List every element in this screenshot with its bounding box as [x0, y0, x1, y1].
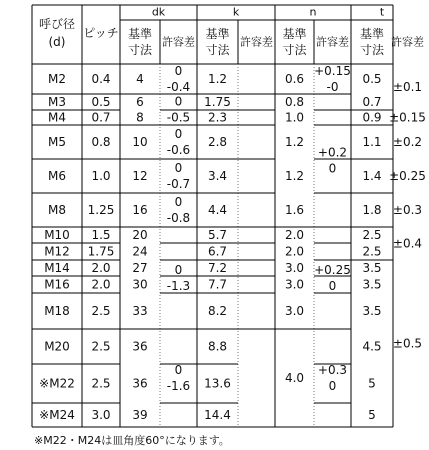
tolerance-dk-lower: -0.5 [166, 110, 191, 125]
tolerance-t: ±0.2 [392, 135, 423, 149]
header-designation: 呼び径 [38, 17, 76, 31]
cell-pitch: 1.0 [91, 169, 111, 183]
tolerance-dk-lower: -1.6 [166, 379, 191, 393]
header-basic-size: 基準 [127, 27, 153, 41]
footnote: ※M22・M24は皿角度60°になります。 [34, 434, 230, 447]
tolerance-n-upper: +0.15 [314, 64, 351, 78]
cell-t: 3.5 [362, 277, 382, 292]
tolerance-t: ±0.25 [389, 169, 426, 183]
cell-dk: 30 [132, 277, 148, 292]
tolerance-dk-lower: -0.4 [166, 80, 191, 94]
cell-designation: M18 [44, 304, 70, 318]
tolerance-n-lower: 0 [328, 379, 337, 393]
cell-pitch: 2.5 [91, 304, 111, 318]
cell-designation: M4 [48, 110, 66, 125]
cell-t: 1.1 [362, 135, 382, 149]
header-t: t [379, 5, 385, 19]
cell-n: 2.0 [284, 244, 305, 259]
tolerance-dk-upper: 0 [174, 94, 183, 109]
cell-dk: 16 [132, 203, 148, 217]
cell-t: 3.5 [362, 261, 382, 275]
tolerance-t: ±0.5 [392, 336, 423, 351]
cell-t: 2.5 [362, 228, 382, 242]
cell-dk: 24 [132, 244, 148, 259]
cell-t: 2.5 [362, 244, 382, 259]
header-dk: dk [151, 5, 166, 19]
cell-t: 5 [368, 408, 376, 422]
cell-k: 4.4 [207, 203, 228, 217]
tolerance-n-upper: +0.2 [317, 145, 348, 160]
cell-n: 1.0 [284, 110, 305, 125]
cell-t: 3.5 [362, 304, 382, 318]
header-designation-sub: (d) [48, 35, 66, 49]
tolerance-dk-lower: -1.3 [166, 279, 191, 293]
cell-k: 1.2 [207, 72, 228, 86]
header-tolerance: 許容差 [391, 35, 424, 49]
tolerance-dk-upper: 0 [174, 263, 183, 277]
cell-pitch: 1.25 [87, 203, 115, 217]
cell-t: 0.7 [362, 95, 382, 109]
cell-designation: M3 [48, 95, 66, 109]
cell-k: 6.7 [207, 244, 228, 259]
tolerance-dk-lower: -0.7 [166, 177, 191, 191]
header-basic-size: 基準 [359, 27, 385, 41]
cell-dk: 39 [132, 408, 148, 422]
cell-designation: M20 [44, 339, 70, 354]
cell-k: 7.7 [207, 277, 228, 292]
tolerance-dk-upper: 0 [174, 363, 183, 377]
header-basic-size: 寸法 [127, 43, 153, 57]
cell-pitch: 0.8 [91, 135, 111, 149]
cell-n: 4.0 [284, 371, 305, 385]
cell-k: 13.6 [204, 376, 231, 391]
cell-t: 0.9 [362, 110, 382, 125]
header-n: n [309, 5, 317, 19]
cell-designation: M12 [44, 244, 70, 259]
cell-pitch: 2.5 [91, 339, 111, 354]
cell-n: 1.6 [284, 203, 305, 217]
tolerance-t: ±0.1 [392, 80, 423, 94]
cell-pitch: 0.7 [91, 110, 111, 125]
cell-k: 2.3 [207, 110, 228, 125]
cell-designation: ※M22 [39, 376, 75, 391]
tolerance-t: ±0.4 [392, 236, 423, 251]
tolerance-dk-upper: 0 [174, 64, 183, 78]
cell-k: 3.4 [207, 169, 228, 183]
cell-designation: M16 [44, 277, 70, 292]
header-tolerance: 許容差 [240, 35, 273, 49]
tolerance-n-upper: +0.3 [317, 363, 348, 377]
tolerance-t: ±0.3 [392, 203, 423, 217]
cell-n: 2.0 [284, 228, 305, 242]
cell-dk: 20 [132, 228, 148, 242]
cell-k: 14.4 [204, 408, 231, 422]
cell-designation: ※M24 [39, 408, 75, 422]
cell-k: 8.2 [207, 304, 228, 318]
header-basic-size: 基準 [282, 27, 307, 41]
cell-designation: M6 [48, 169, 66, 183]
tolerance-dk-lower: -0.6 [166, 143, 191, 157]
cell-dk: 6 [136, 95, 144, 109]
cell-dk: 4 [136, 72, 144, 86]
tolerance-t: ±0.15 [389, 110, 426, 125]
cell-pitch: 2.0 [91, 261, 111, 275]
tolerance-dk-upper: 0 [174, 195, 183, 209]
header-tolerance: 許容差 [162, 35, 195, 49]
cell-n: 0.6 [284, 72, 305, 86]
cell-t: 0.5 [362, 72, 382, 86]
cell-designation: M14 [44, 261, 70, 275]
tolerance-dk-upper: 0 [174, 127, 183, 141]
cell-n: 1.2 [284, 135, 305, 149]
cell-n: 0.8 [284, 95, 305, 109]
cell-t: 1.4 [362, 169, 382, 183]
header-basic-size: 寸法 [282, 43, 307, 57]
cell-k: 8.8 [207, 339, 228, 354]
cell-dk: 27 [132, 261, 148, 275]
cell-pitch: 1.5 [91, 228, 111, 242]
cell-pitch: 0.5 [91, 95, 111, 109]
cell-designation: M10 [44, 228, 70, 242]
cell-k: 1.75 [204, 95, 231, 109]
cell-k: 7.2 [207, 261, 228, 275]
cell-dk: 12 [132, 169, 148, 183]
cell-pitch: 2.5 [91, 376, 111, 391]
header-k: k [232, 5, 240, 19]
tolerance-dk-upper: 0 [174, 161, 183, 175]
cell-designation: M8 [48, 203, 66, 217]
cell-pitch: 2.0 [91, 277, 111, 292]
tolerance-n-lower: 0 [328, 279, 337, 293]
cell-n: 1.2 [284, 169, 305, 183]
cell-dk: 8 [136, 110, 144, 125]
header-basic-size: 寸法 [359, 43, 385, 57]
cell-dk: 33 [132, 304, 148, 318]
tolerance-n-lower: 0 [328, 161, 337, 176]
cell-dk: 36 [132, 376, 148, 391]
cell-n: 3.0 [284, 277, 305, 292]
cell-t: 1.8 [362, 203, 382, 217]
cell-k: 2.8 [207, 135, 228, 149]
tolerance-dk-lower: -0.8 [166, 211, 191, 225]
cell-n: 3.0 [284, 304, 305, 318]
header-pitch: ピッチ [83, 26, 119, 40]
header-basic-size: 基準 [205, 27, 230, 41]
cell-pitch: 3.0 [91, 408, 111, 422]
tolerance-n-upper: +0.25 [314, 263, 351, 277]
cell-pitch: 1.75 [87, 244, 115, 259]
cell-t: 5 [368, 376, 376, 391]
cell-n: 3.0 [284, 261, 305, 275]
header-tolerance: 許容差 [316, 35, 349, 49]
cell-designation: M5 [48, 135, 66, 149]
cell-designation: M2 [48, 72, 66, 86]
cell-pitch: 0.4 [91, 72, 111, 86]
cell-dk: 36 [132, 339, 148, 354]
cell-k: 5.7 [207, 228, 228, 242]
tolerance-n-lower: -0 [326, 80, 339, 94]
header-basic-size: 寸法 [205, 43, 230, 57]
cell-dk: 10 [132, 135, 148, 149]
cell-t: 4.5 [362, 339, 382, 354]
